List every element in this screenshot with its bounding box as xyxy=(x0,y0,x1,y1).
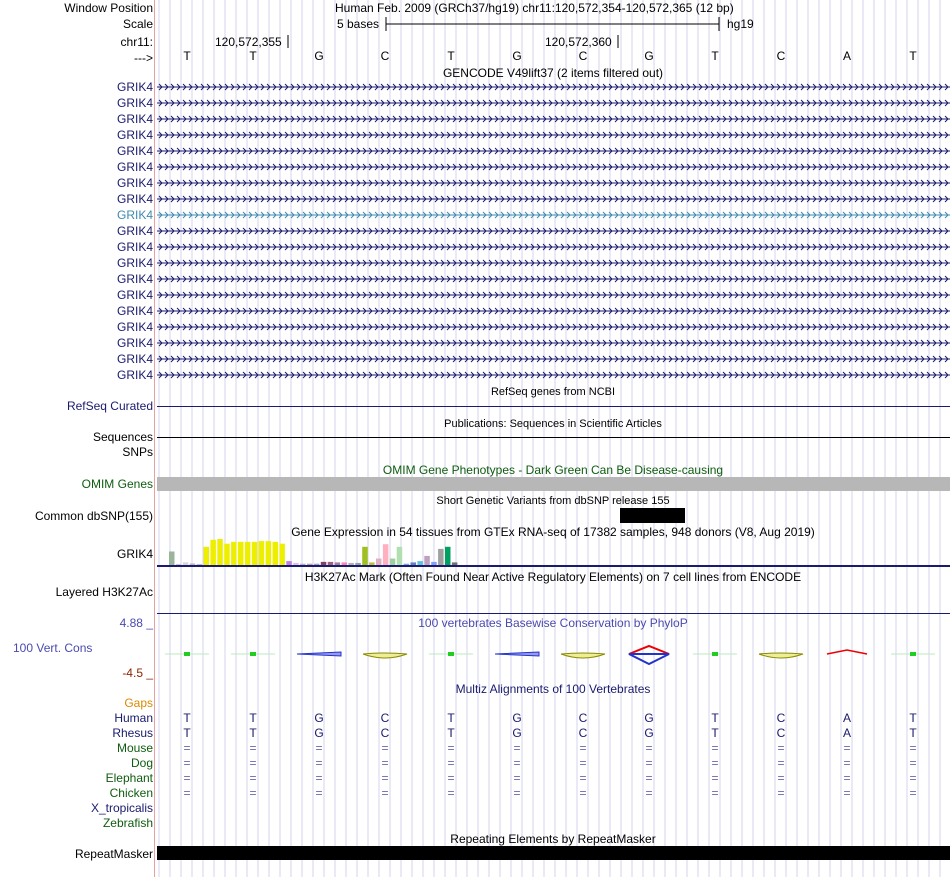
gencode-gene-label[interactable]: GRIK4 xyxy=(116,352,153,366)
alignment-base: = xyxy=(909,771,917,785)
chr-label: chr11: xyxy=(120,35,153,49)
gtex-tissue-bar[interactable] xyxy=(307,564,313,565)
gtex-tissue-bar[interactable] xyxy=(286,561,292,565)
gtex-tissue-bar[interactable] xyxy=(176,564,182,565)
gencode-transcript[interactable] xyxy=(157,180,950,186)
gencode-gene-label[interactable]: GRIK4 xyxy=(116,176,153,190)
alignment-base: = xyxy=(447,771,455,785)
gtex-tissue-bar[interactable] xyxy=(424,556,430,565)
dbsnp-label[interactable]: Common dbSNP(155) xyxy=(34,509,153,523)
alignment-base: = xyxy=(447,741,455,755)
publications-track-title: Publications: Sequences in Scientific Articles xyxy=(444,418,662,430)
gtex-tissue-bar[interactable] xyxy=(190,563,196,565)
gtex-tissue-bar[interactable] xyxy=(404,564,410,565)
gtex-tissue-bar[interactable] xyxy=(411,562,417,565)
phylop-score xyxy=(297,652,341,656)
gtex-label[interactable]: GRIK4 xyxy=(116,547,153,561)
alignment-base: = xyxy=(381,786,389,800)
gencode-gene-label[interactable]: GRIK4 xyxy=(116,144,153,158)
gtex-tissue-bar[interactable] xyxy=(362,547,368,565)
alignment-base: = xyxy=(645,741,653,755)
gencode-transcript[interactable] xyxy=(157,228,950,234)
ruler-base: T xyxy=(249,49,257,63)
omim-feature-bar[interactable] xyxy=(157,477,950,491)
alignment-base: = xyxy=(381,741,389,755)
window-position-label: Window Position xyxy=(64,1,153,15)
gtex-tissue-bar[interactable] xyxy=(390,559,396,566)
phylop-score xyxy=(712,652,718,656)
gencode-gene-label[interactable]: GRIK4 xyxy=(116,320,153,334)
alignment-base: T xyxy=(447,711,455,725)
gencode-gene-label[interactable]: GRIK4 xyxy=(116,96,153,110)
alignment-base: = xyxy=(777,756,785,770)
alignment-base: = xyxy=(315,786,323,800)
gencode-gene-label[interactable]: GRIK4 xyxy=(116,240,153,254)
alignment-base: C xyxy=(776,726,786,740)
alignment-base: C xyxy=(380,726,390,740)
conservation-track-title: 100 vertebrates Basewise Conservation by PhyloP xyxy=(418,616,688,630)
gtex-tissue-bar[interactable] xyxy=(197,564,203,565)
dbsnp-track-title: Short Genetic Variants from dbSNP release 155 xyxy=(436,495,670,507)
alignment-base: = xyxy=(183,771,191,785)
ruler-base: C xyxy=(578,49,588,63)
species-label[interactable]: Zebrafish xyxy=(102,816,153,830)
gtex-tissue-bar[interactable] xyxy=(438,549,444,565)
alignment-base: T xyxy=(711,711,719,725)
refseq-label[interactable]: RefSeq Curated xyxy=(66,399,153,413)
ruler-base: C xyxy=(776,49,786,63)
gtex-tissue-bar[interactable] xyxy=(300,564,306,565)
alignment-base: A xyxy=(842,711,851,725)
gtex-tissue-bar[interactable] xyxy=(417,561,423,565)
alignment-base: = xyxy=(381,756,389,770)
alignment-base: = xyxy=(711,756,719,770)
phylop-score xyxy=(561,653,605,658)
alignment-base: = xyxy=(711,786,719,800)
species-label[interactable]: Human xyxy=(114,711,153,725)
gtex-tissue-bar[interactable] xyxy=(266,541,272,565)
alignment-base: = xyxy=(711,741,719,755)
refseq-line xyxy=(157,406,950,407)
scale-label: Scale xyxy=(122,17,153,31)
gencode-gene-label[interactable]: GRIK4 xyxy=(116,208,153,222)
sequences-label[interactable]: Sequences xyxy=(92,430,153,444)
alignment-base: = xyxy=(315,756,323,770)
alignment-base: = xyxy=(249,741,257,755)
gencode-transcript[interactable] xyxy=(157,244,950,250)
alignment-base: G xyxy=(644,726,654,740)
gencode-track-title: GENCODE V49lift37 (2 items filtered out) xyxy=(442,66,664,80)
gencode-gene-label[interactable]: GRIK4 xyxy=(116,256,153,270)
species-label[interactable]: Rhesus xyxy=(112,726,153,740)
ruler-base: G xyxy=(644,49,654,63)
gencode-gene-label[interactable]: GRIK4 xyxy=(116,368,153,382)
gtex-tissue-bar[interactable] xyxy=(369,562,375,565)
strand-label: ---> xyxy=(134,51,153,65)
alignment-base: = xyxy=(777,771,785,785)
phylop-score xyxy=(629,654,669,664)
alignment-base: T xyxy=(711,726,719,740)
gtex-tissue-bar[interactable] xyxy=(259,541,265,565)
species-label[interactable]: Elephant xyxy=(105,771,153,785)
gtex-bar-chart[interactable] xyxy=(157,528,950,568)
repeatmasker-track-title: Repeating Elements by RepeatMasker xyxy=(450,832,656,846)
alignment-base: = xyxy=(579,786,587,800)
track-label-pane xyxy=(0,0,157,877)
gencode-gene-label[interactable]: GRIK4 xyxy=(116,288,153,302)
omim-label[interactable]: OMIM Genes xyxy=(81,477,153,491)
alignment-base: = xyxy=(777,741,785,755)
ruler-base: A xyxy=(842,49,851,63)
alignment-base: T xyxy=(249,711,257,725)
multiz-track-title: Multiz Alignments of 100 Vertebrates xyxy=(455,682,651,696)
gtex-tissue-bar[interactable] xyxy=(445,547,451,565)
alignment-base: = xyxy=(513,741,521,755)
phylop-score xyxy=(184,652,190,656)
alignment-base: = xyxy=(315,771,323,785)
phylop-score xyxy=(448,652,454,656)
alignment-base: = xyxy=(909,786,917,800)
gencode-gene-label[interactable]: GRIK4 xyxy=(116,80,153,94)
alignment-base: = xyxy=(909,756,917,770)
alignment-base: G xyxy=(512,711,522,725)
alignment-base: G xyxy=(314,726,324,740)
alignment-base: G xyxy=(314,711,324,725)
alignment-base: = xyxy=(645,771,653,785)
gtex-tissue-bar[interactable] xyxy=(431,562,437,565)
alignment-base: T xyxy=(447,726,455,740)
alignment-base: = xyxy=(711,771,719,785)
chr-position-2: 120,572,360 xyxy=(545,35,612,49)
conservation-max-label: 4.88 _ xyxy=(119,616,153,630)
snps-label[interactable]: SNPs xyxy=(122,445,153,459)
alignment-base: = xyxy=(579,741,587,755)
phylop-score xyxy=(363,653,407,658)
alignment-base: = xyxy=(909,741,917,755)
alignment-base: = xyxy=(843,786,851,800)
gencode-gene-label[interactable]: GRIK4 xyxy=(116,224,153,238)
phylop-score xyxy=(910,652,916,656)
gencode-transcript[interactable] xyxy=(157,116,950,122)
gencode-transcript[interactable] xyxy=(157,324,950,330)
gencode-transcript[interactable] xyxy=(157,356,950,362)
alignment-base: = xyxy=(843,771,851,785)
gencode-features xyxy=(157,80,950,390)
gtex-tissue-bar[interactable] xyxy=(335,562,341,565)
gencode-transcript[interactable] xyxy=(157,292,950,298)
gtex-tissue-bar[interactable] xyxy=(224,544,230,565)
alignment-base: = xyxy=(183,756,191,770)
gtex-tissue-bar[interactable] xyxy=(217,539,223,565)
gencode-gene-label[interactable]: GRIK4 xyxy=(116,128,153,142)
h3k27ac-line xyxy=(157,613,950,614)
alignment-base: = xyxy=(381,771,389,785)
gencode-transcript[interactable] xyxy=(157,100,950,106)
gtex-tissue-bar[interactable] xyxy=(245,542,251,565)
alignment-base: C xyxy=(380,711,390,725)
alignment-base: = xyxy=(447,786,455,800)
ruler-base: T xyxy=(183,49,191,63)
gencode-transcript[interactable] xyxy=(157,132,950,138)
gtex-tissue-bar[interactable] xyxy=(355,563,361,565)
gtex-track-title: Gene Expression in 54 tissues from GTEx RNA-seq of 17382 samples, 948 donors (V8, Aug 2019) xyxy=(291,525,815,539)
gencode-transcript[interactable] xyxy=(157,164,950,170)
gtex-tissue-bar[interactable] xyxy=(342,562,348,565)
refseq-track-title: RefSeq genes from NCBI xyxy=(490,386,616,398)
gencode-transcript[interactable] xyxy=(157,212,950,218)
gencode-gene-label[interactable]: GRIK4 xyxy=(116,304,153,318)
alignment-base: = xyxy=(843,756,851,770)
alignment-base: = xyxy=(579,771,587,785)
gtex-tissue-bar[interactable] xyxy=(273,542,279,565)
h3k27ac-label[interactable]: Layered H3K27Ac xyxy=(55,585,153,599)
gencode-transcript[interactable] xyxy=(157,276,950,282)
alignment-base: T xyxy=(909,711,917,725)
alignment-base: = xyxy=(249,771,257,785)
track-area[interactable] xyxy=(157,0,950,877)
gtex-tissue-bar[interactable] xyxy=(383,544,389,565)
phylop-score xyxy=(250,652,256,656)
publications-line xyxy=(157,437,950,438)
gtex-tissue-bar[interactable] xyxy=(252,542,257,565)
gtex-tissue-bar[interactable] xyxy=(348,563,354,565)
conservation-label[interactable]: 100 Vert. Cons xyxy=(13,641,93,655)
gencode-gene-label[interactable]: GRIK4 xyxy=(116,272,153,286)
gencode-transcript[interactable] xyxy=(157,340,950,346)
repeatmasker-label[interactable]: RepeatMasker xyxy=(74,847,153,861)
ruler-base: T xyxy=(447,49,455,63)
alignment-base: C xyxy=(776,711,786,725)
species-label[interactable]: Mouse xyxy=(116,741,153,755)
gtex-tissue-bar[interactable] xyxy=(183,562,189,565)
h3k27ac-track-title: H3K27Ac Mark (Often Found Near Active Regulatory Elements) on 7 cell lines from ENCODE xyxy=(304,570,802,584)
ruler-marks xyxy=(157,0,950,70)
gtex-tissue-bar[interactable] xyxy=(279,544,285,565)
gtex-tissue-bar[interactable] xyxy=(238,542,244,565)
alignment-base: = xyxy=(513,756,521,770)
alignment-base: = xyxy=(513,771,521,785)
alignment-base: T xyxy=(183,711,191,725)
ruler-base: T xyxy=(909,49,917,63)
gtex-tissue-bar[interactable] xyxy=(169,551,175,565)
gtex-tissue-bar[interactable] xyxy=(397,547,403,565)
gencode-gene-label[interactable]: GRIK4 xyxy=(116,192,153,206)
omim-track-title: OMIM Gene Phenotypes - Dark Green Can Be Disease-causing xyxy=(382,463,724,477)
alignment-base: = xyxy=(579,756,587,770)
conservation-min-label: -4.5 _ xyxy=(122,666,153,680)
alignment-base: T xyxy=(249,726,257,740)
chr-position-1: 120,572,355 xyxy=(215,35,282,49)
alignment-base: = xyxy=(645,786,653,800)
alignment-base: = xyxy=(249,786,257,800)
species-label[interactable]: X_tropicalis xyxy=(90,801,153,815)
gtex-tissue-bar[interactable] xyxy=(321,562,327,565)
alignment-base: T xyxy=(183,726,191,740)
ruler-base: G xyxy=(512,49,522,63)
phylop-plot[interactable] xyxy=(157,636,950,676)
dbsnp-variant[interactable] xyxy=(620,508,685,523)
alignment-base: T xyxy=(909,726,917,740)
alignment-base: = xyxy=(513,786,521,800)
gencode-transcript[interactable] xyxy=(157,196,950,202)
repeatmasker-feature-bar[interactable] xyxy=(157,846,950,860)
alignment-base: = xyxy=(249,756,257,770)
gtex-tissue-bar[interactable] xyxy=(376,559,382,566)
gaps-label[interactable]: Gaps xyxy=(124,696,153,710)
gencode-gene-label[interactable]: GRIK4 xyxy=(116,160,153,174)
alignment-base: = xyxy=(447,756,455,770)
gtex-tissue-bar[interactable] xyxy=(314,564,320,565)
gencode-transcript[interactable] xyxy=(157,148,950,154)
gtex-tissue-bar[interactable] xyxy=(210,540,216,565)
phylop-score xyxy=(629,646,669,654)
alignment-base: = xyxy=(645,756,653,770)
gencode-gene-label[interactable]: GRIK4 xyxy=(116,112,153,126)
gtex-tissue-bar[interactable] xyxy=(452,562,458,565)
alignment-base: = xyxy=(183,741,191,755)
alignment-base: = xyxy=(183,786,191,800)
phylop-score xyxy=(495,652,539,656)
gtex-tissue-bar[interactable] xyxy=(231,542,237,565)
gtex-tissue-bar[interactable] xyxy=(204,547,210,565)
alignment-base: C xyxy=(578,711,588,725)
gencode-transcript[interactable] xyxy=(157,84,950,90)
species-label[interactable]: Chicken xyxy=(109,786,153,800)
alignment-base: = xyxy=(843,741,851,755)
gencode-gene-label[interactable]: GRIK4 xyxy=(116,336,153,350)
species-label[interactable]: Dog xyxy=(130,756,153,770)
gtex-tissue-bar[interactable] xyxy=(293,563,299,565)
gencode-transcript[interactable] xyxy=(157,260,950,266)
alignment-base: C xyxy=(578,726,588,740)
gencode-transcript[interactable] xyxy=(157,308,950,314)
alignment-base: A xyxy=(842,726,851,740)
phylop-score xyxy=(827,650,867,654)
alignment-base: = xyxy=(315,741,323,755)
alignment-base: G xyxy=(644,711,654,725)
scale-bases-text: 5 bases xyxy=(337,17,380,31)
window-position-text: Human Feb. 2009 (GRCh37/hg19) chr11:120,572,354-120,572,365 (12 bp) xyxy=(335,1,734,15)
ruler-base: C xyxy=(380,49,390,63)
alignment-base: = xyxy=(777,786,785,800)
ruler-base: T xyxy=(711,49,719,63)
gencode-transcript[interactable] xyxy=(157,372,950,378)
alignment-base: G xyxy=(512,726,522,740)
scale-db-text: hg19 xyxy=(727,17,754,31)
ruler-base: G xyxy=(314,49,324,63)
phylop-score xyxy=(759,653,803,658)
gtex-tissue-bar[interactable] xyxy=(328,562,334,565)
